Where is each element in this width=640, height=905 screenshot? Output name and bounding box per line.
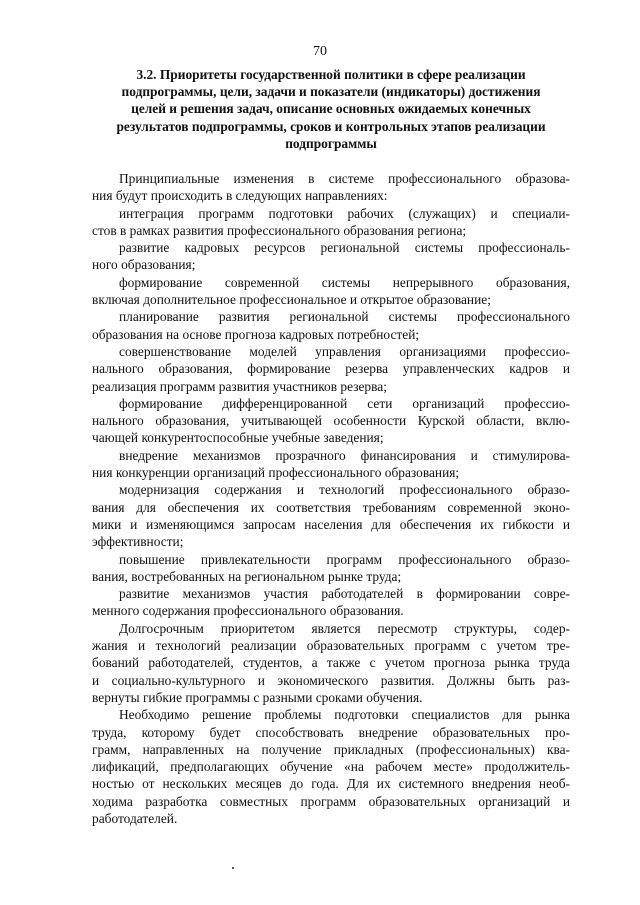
text-line: повышение привлекательности программ профессионального образо- <box>119 551 570 567</box>
heading-line: подпрограммы, цели, задачи и показатели (индикаторы) достижения <box>121 84 541 100</box>
text-line: формирование дифференцированной сети организаций профессио- <box>119 395 570 411</box>
text-line: чающей конкурентоспособные учебные заведения; <box>92 430 384 446</box>
text-line: совершенствование моделей управления организациями профессио- <box>119 343 570 359</box>
text-line: Принципиальные изменения в системе профессионального образова- <box>119 171 570 186</box>
heading-line: 3.2. Приоритеты государственной политики в сфере реализации <box>136 67 526 82</box>
text-line: грамм, направленных на получение прикладных (профессиональных) ква- <box>92 741 570 757</box>
text-line: ного образования; <box>92 257 196 273</box>
text-line: интеграция программ подготовки рабочих (служащих) и специали- <box>119 205 570 221</box>
text-line: менного содержания профессионального образования. <box>92 603 404 619</box>
text-line: нального образования, формирование резерва управленческих кадров и <box>92 361 570 377</box>
text-line: ходима разработка совместных программ образовательных организаций и <box>92 793 570 809</box>
text-line: лификаций, предполагающих обучение «на рабочем месте» продолжитель- <box>92 759 570 775</box>
scan-speck <box>232 867 234 869</box>
text-line: вернуты гибкие программы с разными сроками обучения. <box>92 689 423 705</box>
text-line: стов в рамках развития профессионального образования региона; <box>92 222 467 238</box>
heading-line: результатов подпрограммы, сроков и контрольных этапов реализации <box>116 118 546 134</box>
text-line: ностью от нескольких месяцев до года. Для их системного внедрения необ- <box>92 776 570 792</box>
text-line: мики и изменяющимся запросам населения для обеспечения их гибкости и <box>92 516 570 532</box>
text-line: Необходимо решение проблемы подготовки специалистов для рынка <box>119 707 570 723</box>
text-line: эффективности; <box>92 534 184 550</box>
text-line: и социально-культурного и экономического развития. Должны быть раз- <box>92 672 570 688</box>
heading-line: подпрограммы <box>285 135 377 151</box>
body-text <box>92 170 570 827</box>
heading-line: целей и решения задач, описание основных ожидаемых конечных <box>131 101 531 117</box>
text-line: включая дополнительное профессиональное и открытое образование; <box>92 292 491 308</box>
text-line: нального образования, учитывающей особенности Курской области, вклю- <box>92 413 570 429</box>
text-line: реализация программ развития участников резерва; <box>92 378 387 394</box>
text-line: ния будут происходить в следующих направлениях: <box>92 188 388 204</box>
text-line: планирование развития региональной системы профессионального <box>119 309 570 325</box>
text-line: ния конкуренции организаций профессионального образования; <box>92 465 460 481</box>
text-line: вания, востребованных на региональном рынке труда; <box>92 568 402 584</box>
text-line: развитие кадровых ресурсов региональной системы профессиональ- <box>119 240 570 256</box>
text-line: бований работодателей, студентов, а также с учетом прогноза рынка труда <box>92 655 570 671</box>
page-number: 70 <box>313 44 327 59</box>
text-line: жания и технологий реализации образовательных программ с учетом тре- <box>92 638 570 654</box>
text-line: внедрение механизмов прозрачного финансирования и стимулирова- <box>119 447 570 463</box>
text-line: модернизация содержания и технологий профессионального образо- <box>119 482 570 498</box>
text-line: труда, которому будет способствовать внедрение образовательных про- <box>92 724 570 740</box>
section-heading <box>92 66 570 152</box>
text-line: образования на основе прогноза кадровых потребностей; <box>92 326 420 342</box>
text-line: вания для обеспечения их соответствия требованиям современной эконо- <box>92 499 570 515</box>
text-line: формирование современной системы непрерывного образования, <box>119 274 570 290</box>
text-line: Долгосрочным приоритетом является пересмотр структуры, содер- <box>119 620 570 636</box>
text-line: работодателей. <box>92 810 178 826</box>
text-line: развитие механизмов участия работодателей в формировании совре- <box>119 586 570 602</box>
